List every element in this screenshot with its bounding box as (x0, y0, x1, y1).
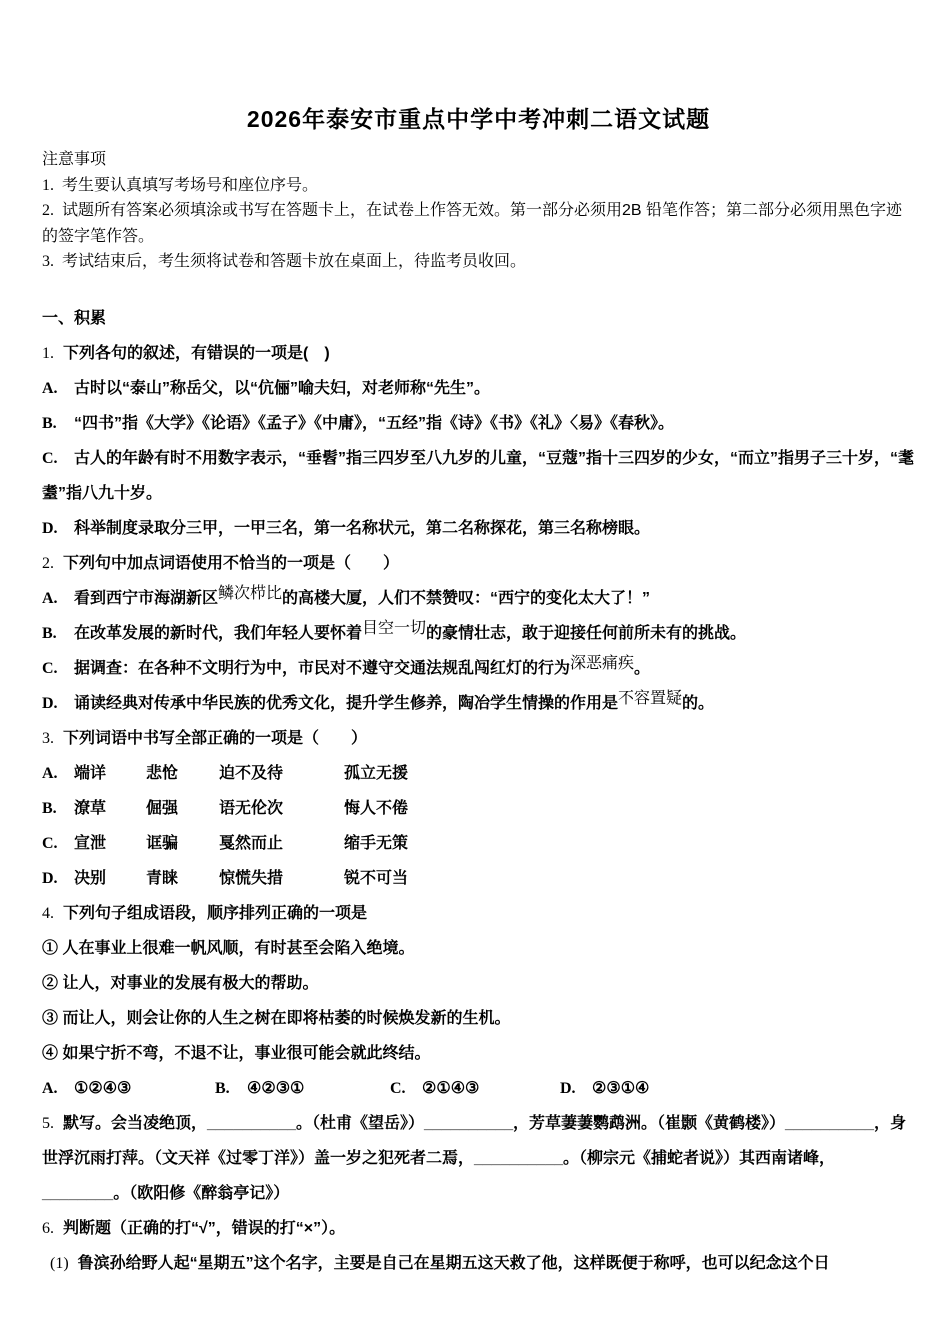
word-item: 惊慌失措 (219, 869, 284, 887)
question-1-option-c (42, 441, 915, 511)
answer-choice-d (560, 1080, 649, 1097)
question-3-number: 3. (42, 729, 54, 747)
option-text-pre: 据调查：在各种不文明行为中，市民对不遵守交通法规乱闯红灯的行为 (74, 659, 571, 677)
option-text-pre: 诵读经典对传承中华民族的优秀文化，提升学生修养，陶冶学生情操的作用是 (74, 694, 619, 712)
word-item: 戛然而止 (219, 834, 284, 852)
option-label: D. (42, 694, 58, 712)
word-item: 宣泄 (74, 834, 107, 852)
word-item: 迫不及待 (219, 764, 284, 782)
question-3-stem-text: 下列词语中书写全部正确的一项是（ ） (63, 729, 368, 747)
option-label: D. (42, 519, 58, 537)
word-item: 决别 (74, 869, 107, 887)
question-6-number: 6. (42, 1219, 54, 1237)
question-1-stem (42, 336, 915, 371)
option-label: D. (560, 1079, 576, 1097)
question-2-number: 2. (42, 554, 54, 572)
section-heading: 一、积累 (42, 309, 107, 327)
question-6-text: 判断题（正确的打“√”，错误的打“×”）。 (63, 1219, 346, 1237)
notice-item-1 (42, 173, 915, 199)
notice-item-3-number: 3. (42, 253, 54, 270)
option-text-post: 的高楼大厦，人们不禁赞叹：“西宁的变化太大了！” (282, 589, 651, 607)
word-item: 悲怆 (146, 764, 179, 782)
question-4-answers (42, 1071, 915, 1106)
question-3 (42, 721, 915, 896)
question-4-sentence-1: ① 人在事业上很难一帆风顺，有时甚至会陷入绝境。 (42, 939, 415, 957)
question-5-number: 5. (42, 1114, 54, 1132)
question-3-option-d (42, 861, 915, 896)
option-text-post: 。 (634, 659, 651, 677)
question-1-number: 1. (42, 344, 54, 362)
question-4-sentence-3: ③ 而让人，则会让你的人生之树在即将枯萎的时候焕发新的生机。 (42, 1009, 511, 1027)
answer-sequence: ②③①④ (592, 1079, 650, 1097)
question-2-stem-text: 下列句中加点词语使用不恰当的一项是（ ） (63, 554, 400, 572)
notice-item-3 (42, 249, 915, 275)
question-2-option-c (42, 651, 915, 686)
answer-choice-c (390, 1071, 560, 1106)
notice-item-2 (42, 198, 915, 249)
question-4-stem (42, 896, 915, 931)
option-text: 古时以“泰山”称岳父，以“伉俪”喻夫妇，对老师称“先生”。 (74, 379, 491, 397)
option-text: “四书”指《大学》《论语》《孟子》《中庸》，“五经”指《诗》《书》《礼》〈易》《春秋》。 (74, 414, 675, 432)
option-label: B. (215, 1079, 230, 1097)
question-3-option-b (42, 791, 915, 826)
question-2-option-b (42, 616, 915, 651)
question-5 (42, 1106, 915, 1211)
question-2-stem (42, 546, 915, 581)
option-label: B. (42, 799, 57, 817)
question-6-sub-1-text: 鲁滨孙给野人起“星期五”这个名字，主要是自己在星期五这天救了他，这样既便于称呼，也可以纪念这个日 (77, 1254, 830, 1272)
page-title: 2026年泰安市重点中学中考冲刺二语文试题 (246, 106, 711, 132)
emphasized-phrase: 鳞次栉比 (218, 584, 283, 602)
question-1-option-d (42, 511, 915, 546)
notice-item-2-number: 2. (42, 202, 54, 219)
word-item: 语无伦次 (219, 799, 284, 817)
option-label: A. (42, 1079, 58, 1097)
option-text-pre: 在改革发展的新时代，我们年轻人要怀着 (74, 624, 363, 642)
word-item: 潦草 (74, 799, 107, 817)
question-2-option-d (42, 686, 915, 721)
question-4-sentence-4: ④ 如果宁折不弯，不退不让，事业很可能会就此终结。 (42, 1044, 431, 1062)
option-label: A. (42, 379, 58, 397)
word-item: 悔人不倦 (344, 799, 409, 817)
option-text-post: 的。 (682, 694, 715, 712)
question-3-option-a (42, 756, 915, 791)
option-text: 古人的年龄有时不用数字表示，“垂髫”指三四岁至八九岁的儿童，“豆蔻”指十三四岁的少女，“而立”指男子三十岁，“耄耋”指八九十岁。 (42, 449, 915, 502)
option-label: A. (42, 764, 58, 782)
option-label: C. (42, 834, 58, 852)
notice-item-1-number: 1. (42, 176, 54, 194)
notice-heading: 注意事项 (42, 151, 107, 168)
option-label: B. (42, 624, 57, 642)
option-text-post: 的豪情壮志，敢于迎接任何前所未有的挑战。 (426, 624, 747, 642)
notice-section (42, 147, 915, 275)
option-label: C. (390, 1079, 406, 1097)
question-1-stem-text: 下列各句的叙述，有错误的一项是( ) (63, 344, 330, 362)
notice-item-3-text: 考试结束后，考生须将试卷和答题卡放在桌面上，待监考员收回。 (62, 253, 527, 270)
option-text-pre: 看到西宁市海湖新区 (74, 589, 219, 607)
answer-choice-a (42, 1071, 215, 1106)
question-5-text: 默写。会当凌绝顶，__________。（杜甫《望岳》）__________，芳草萋萋鹦鹉洲。（崔颢《黄鹤楼》）__________，身世浮沉雨打萍。（文天祥《过零丁洋》）盖一岁之犯死者二焉，__________。（柳宗元《捕蛇者说》）其西南诸峰，________。（欧阳修《醉翁亭记》） (42, 1114, 906, 1202)
word-item: 倔强 (146, 799, 179, 817)
question-6-sub-1 (42, 1246, 915, 1281)
answer-sequence: ④②③① (247, 1079, 305, 1097)
question-4-sentence-2: ② 让人，对事业的发展有极大的帮助。 (42, 974, 319, 992)
option-text: 科举制度录取分三甲，一甲三名，第一名称状元，第二名称探花，第三名称榜眼。 (74, 519, 651, 537)
question-6 (42, 1211, 915, 1246)
question-2 (42, 546, 915, 721)
question-area (42, 301, 915, 1281)
word-item: 缩手无策 (344, 834, 409, 852)
answer-choice-b (215, 1071, 390, 1106)
word-item: 端详 (74, 764, 107, 782)
question-4-number: 4. (42, 904, 54, 922)
answer-sequence: ①②④③ (74, 1079, 132, 1097)
notice-item-2-text: 试题所有答案必须填涂或书写在答题卡上，在试卷上作答无效。第一部分必须用2B 铅笔作答；第二部分必须用黑色字迹的签字笔作答。 (42, 202, 903, 245)
question-4-stem-text: 下列句子组成语段，顺序排列正确的一项是 (63, 904, 368, 922)
word-item: 锐不可当 (344, 869, 409, 887)
notice-item-1-text: 考生要认真填写考场号和座位序号。 (62, 176, 319, 194)
emphasized-phrase: 目空一切 (362, 619, 427, 637)
question-3-stem (42, 721, 915, 756)
option-label: A. (42, 589, 58, 607)
option-label: D. (42, 869, 58, 887)
word-item: 青睐 (146, 869, 179, 887)
question-1-option-b (42, 406, 915, 441)
option-label: C. (42, 449, 58, 467)
question-6-sub-1-number: (1) (50, 1254, 69, 1272)
question-1-option-a (42, 371, 915, 406)
option-label: B. (42, 414, 57, 432)
emphasized-phrase: 深恶痛疾 (570, 654, 635, 672)
word-item: 孤立无援 (344, 764, 409, 782)
option-label: C. (42, 659, 58, 677)
question-1 (42, 336, 915, 546)
answer-sequence: ②①④③ (422, 1079, 480, 1097)
emphasized-phrase: 不容置疑 (618, 689, 683, 707)
question-4 (42, 896, 915, 1106)
question-3-option-c (42, 826, 915, 861)
question-2-option-a (42, 581, 915, 616)
word-item: 诓骗 (146, 834, 179, 852)
